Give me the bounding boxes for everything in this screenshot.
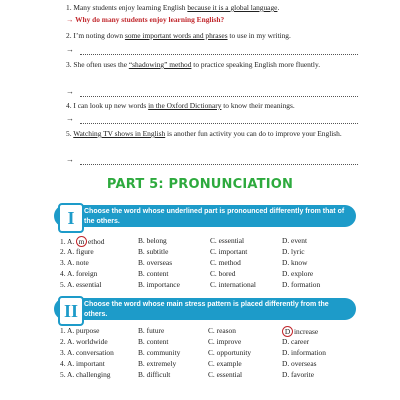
option-row: [60, 247, 360, 258]
option[interactable]: B. importance: [138, 280, 180, 289]
option[interactable]: D. overseas: [282, 359, 317, 368]
option[interactable]: C. essential: [210, 236, 245, 245]
option-row: [60, 258, 360, 269]
sample-answer: → Why do many students enjoy learning English?: [66, 15, 225, 24]
arrow-icon: →: [66, 45, 74, 54]
option-row: [60, 337, 360, 348]
option[interactable]: 4. A. important: [60, 359, 105, 368]
option[interactable]: 4. A. foreign: [60, 269, 98, 278]
answer-line[interactable]: [66, 115, 358, 127]
option[interactable]: 2. A. figure: [60, 247, 94, 256]
selected-circle-icon: m: [76, 236, 87, 247]
option-row: [60, 280, 360, 291]
option[interactable]: B. overseas: [138, 258, 173, 267]
option[interactable]: C. essential: [208, 370, 243, 379]
answer-line[interactable]: [66, 156, 358, 168]
option[interactable]: D. formation: [282, 280, 321, 289]
option[interactable]: D. explore: [282, 269, 314, 278]
arrow-icon: →: [66, 87, 74, 96]
option[interactable]: 1. A. purpose: [60, 326, 100, 335]
option[interactable]: C. reason: [208, 326, 236, 335]
arrow-icon: →: [66, 155, 74, 164]
question-5: 5. Watching TV shows in English is another fun activity you can do to improve your English.: [66, 129, 342, 138]
option-row: [60, 269, 360, 280]
section-number: II: [58, 296, 84, 326]
option[interactable]: B. belong: [138, 236, 167, 245]
option[interactable]: B. future: [138, 326, 165, 335]
section-1-banner: [54, 205, 356, 227]
section-number: I: [58, 203, 84, 233]
option[interactable]: 1. A. m ethod: [60, 237, 105, 246]
option[interactable]: C. international: [210, 280, 256, 289]
option[interactable]: D. lyric: [282, 247, 305, 256]
section-instruction: Choose the word whose underlined part is pronounced differently from that of the others.: [84, 208, 345, 225]
answer-line[interactable]: [66, 46, 358, 58]
option[interactable]: B. content: [138, 337, 169, 346]
option-row: [60, 370, 360, 381]
section-instruction: Choose the word whose main stress pattern is placed differently from the others.: [84, 301, 329, 318]
option[interactable]: C. method: [210, 258, 241, 267]
underlined-phrase: some important words and phrases: [124, 31, 228, 40]
option[interactable]: C. important: [210, 247, 248, 256]
part-title: PART 5: PRONUNCIATION: [106, 177, 294, 192]
option[interactable]: D increase: [282, 326, 318, 337]
option[interactable]: C. improve: [208, 337, 242, 346]
option[interactable]: C. example: [208, 359, 242, 368]
option[interactable]: B. community: [138, 348, 181, 357]
question-2: 2. I’m noting down some important words and phrases to use in my writing.: [66, 31, 291, 40]
option[interactable]: D. information: [282, 348, 326, 357]
option-row: [60, 236, 360, 247]
question-number: 1.: [66, 3, 72, 12]
underlined-phrase: in the Oxford Dictionary: [148, 101, 222, 110]
underlined-phrase: because it is a global language: [187, 3, 278, 12]
option[interactable]: 3. A. note: [60, 258, 89, 267]
option[interactable]: B. extremely: [138, 359, 177, 368]
option[interactable]: D. know: [282, 258, 308, 267]
option[interactable]: 5. A. essential: [60, 280, 102, 289]
question-3: 3. She often uses the “shadowing” method to practice speaking English more fluently.: [66, 60, 321, 69]
option[interactable]: 3. A. conversation: [60, 348, 114, 357]
option[interactable]: C. opportunity: [208, 348, 252, 357]
option[interactable]: 2. A. worldwide: [60, 337, 108, 346]
option[interactable]: B. subtitle: [138, 247, 169, 256]
underlined-phrase: “shadowing” method: [128, 60, 192, 69]
option[interactable]: D. career: [282, 337, 310, 346]
option[interactable]: D. favorite: [282, 370, 315, 379]
option[interactable]: 5. A. challenging: [60, 370, 111, 379]
option-row: [60, 348, 360, 359]
underlined-phrase: Watching TV shows in English: [73, 129, 166, 138]
arrow-icon: →: [66, 114, 74, 123]
section-2-banner: [54, 298, 356, 320]
selected-circle-icon: D: [282, 326, 293, 337]
option[interactable]: D. event: [282, 236, 308, 245]
question-4: 4. I can look up new words in the Oxford Dictionary to know their meanings.: [66, 101, 295, 110]
option-row: [60, 359, 360, 370]
option[interactable]: B. difficult: [138, 370, 171, 379]
option[interactable]: B. content: [138, 269, 169, 278]
option[interactable]: C. bored: [210, 269, 236, 278]
question-1: 1. Many students enjoy learning English because it is a global language.: [66, 3, 280, 12]
option-row: [60, 326, 360, 337]
